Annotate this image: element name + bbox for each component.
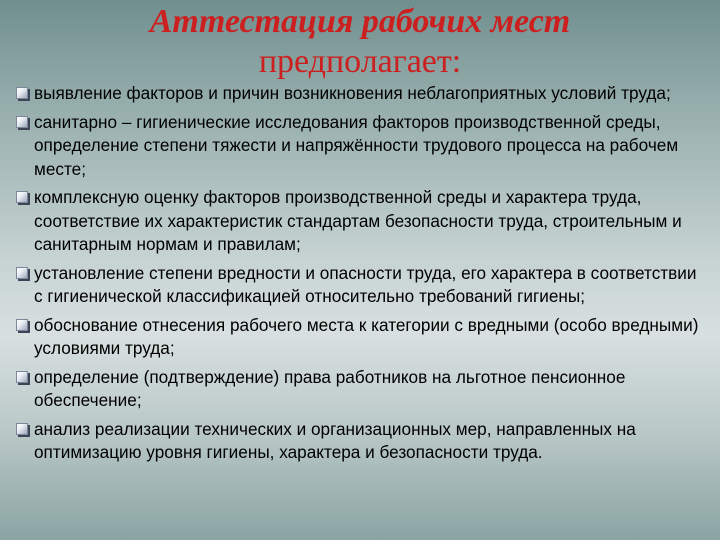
title-line-2: предполагает: — [258, 43, 462, 80]
list-item — [16, 366, 706, 413]
list-item — [16, 186, 706, 257]
square-bullet-icon — [16, 191, 28, 203]
list-item-text: анализ реализации технических и организационных мер, направленных на оптимизацию уровня гигиены, характера и безопасности труда. — [34, 418, 636, 462]
list-item-text: комплексную оценку факторов производственной среды и характера труда, соответствие их характеристик стандартам безопасности труда, строительным и санитарным нормам и правилам; — [34, 187, 682, 254]
slide-title — [0, 0, 720, 82]
square-bullet-icon — [16, 319, 28, 331]
square-bullet-icon — [16, 371, 28, 383]
list-item-text: санитарно – гигиенические исследования факторов производственной среды, определение степени тяжести и напряжённости трудового процесса на рабочем месте; — [34, 111, 679, 179]
square-bullet-icon — [16, 423, 28, 435]
list-item — [16, 111, 706, 182]
title-line-1: Аттестация рабочих мест — [149, 3, 571, 40]
bullet-list — [16, 82, 706, 470]
square-bullet-icon — [16, 116, 28, 128]
list-item — [16, 82, 706, 106]
list-item-text: обоснование отнесения рабочего места к категории с вредными (особо вредными) условиями труда; — [34, 314, 699, 358]
square-bullet-icon — [16, 87, 28, 99]
list-item — [16, 262, 706, 309]
list-item — [16, 418, 706, 465]
list-item — [16, 314, 706, 361]
square-bullet-icon — [16, 267, 28, 279]
list-item-text: выявление факторов и причин возникновения неблагоприятных условий труда; — [34, 83, 671, 103]
list-item-text: установление степени вредности и опасности труда, его характера в соответствии с гигиенической классификацией относительно требований гигиены; — [34, 262, 697, 306]
list-item-text: определение (подтверждение) права работников на льготное пенсионное обеспечение; — [34, 366, 626, 410]
